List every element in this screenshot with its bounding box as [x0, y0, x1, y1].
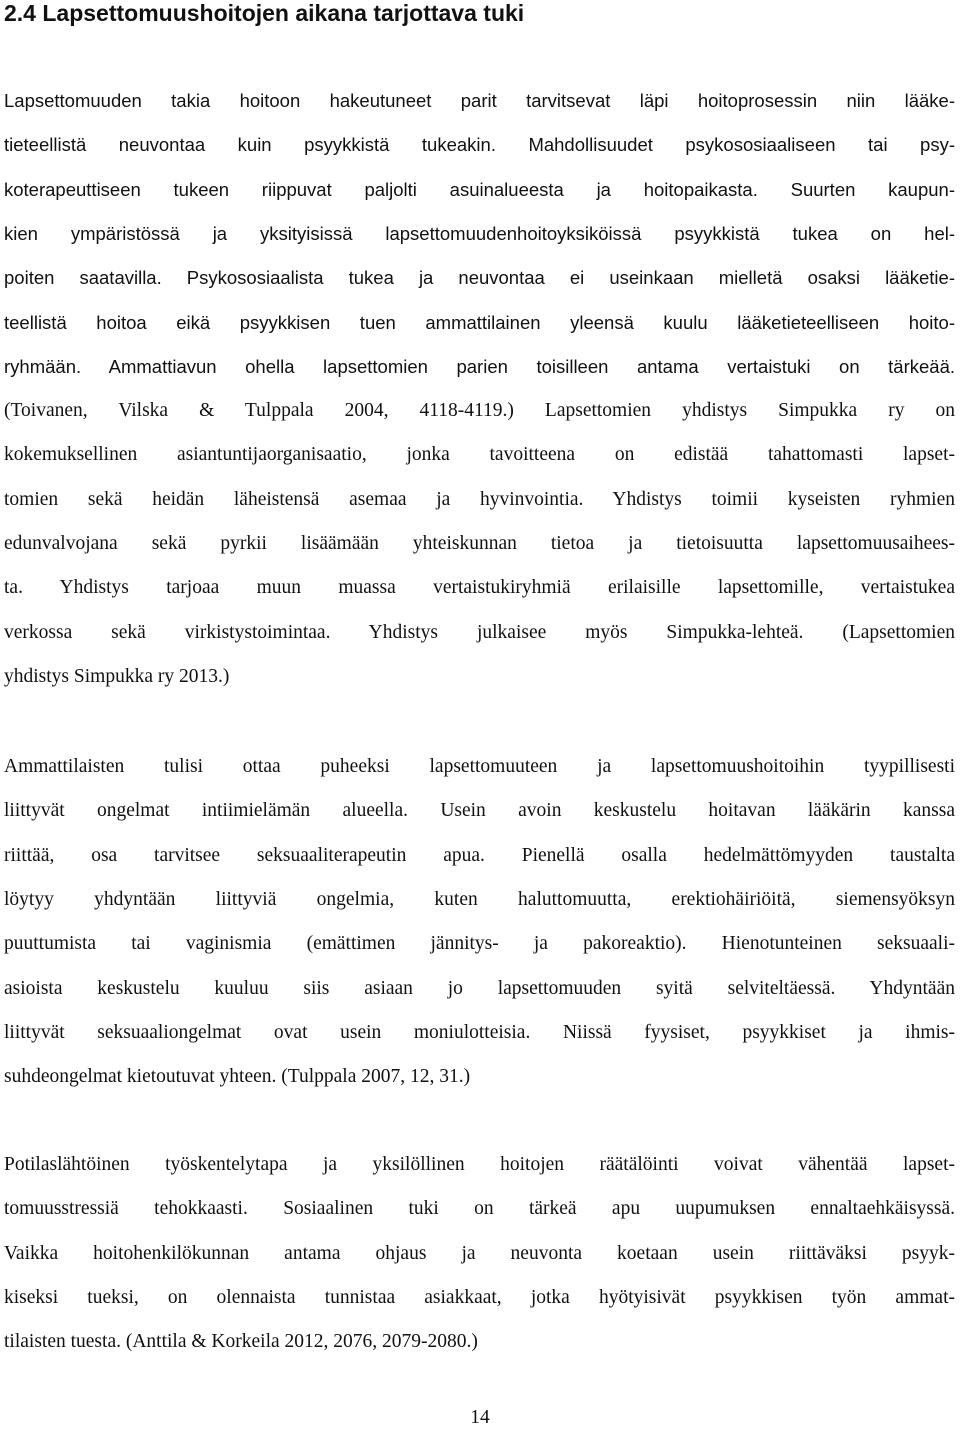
- text-line: edunvalvojana sekä pyrkii lisäämään yhteiskunnan tietoa ja tietoisuutta lapsettomuusaihees-: [4, 533, 955, 554]
- text-line: löytyy yhdyntään liittyviä ongelmia, kuten haluttomuutta, erektiohäiriöitä, siemensyöksyn: [4, 888, 955, 910]
- text-line: verkossa sekä virkistystoimintaa. Yhdistys julkaisee myös Simpukka-lehteä. (Lapsettomien: [4, 621, 955, 643]
- text-line: Potilaslähtöinen työskentelytapa ja yksilöllinen hoitojen räätälöinti voivat vähentää lapset-: [4, 1154, 955, 1175]
- text-line: kien ympäristössä ja yksityisissä lapsettomuudenhoitoyksiköissä psyykkistä tukea on hel-: [4, 222, 955, 244]
- text-line: (Toivanen, Vilska & Tulppala 2004, 4118-4119.) Lapsettomien yhdistys Simpukka ry on: [4, 400, 955, 422]
- text-line: koterapeuttiseen tukeen riippuvat paljolti asuinalueesta ja hoitopaikasta. Suurten kaupun-: [4, 178, 955, 200]
- text-line: liittyvät seksuaaliongelmat ovat usein moniulotteisia. Niissä fyysiset, psyykkiset ja ihmis-: [4, 1021, 955, 1043]
- text-line: Lapsettomuuden takia hoitoon hakeutuneet parit tarvitsevat läpi hoitoprosessin niin lääke-: [4, 90, 955, 111]
- text-line: puuttumista tai vaginismia (emättimen jännitys- ja pakoreaktio). Hienotunteinen seksuaali-: [4, 933, 955, 955]
- page-number: 14: [470, 1407, 490, 1428]
- text-line: riittää, osa tarvitsee seksuaaliterapeutin apua. Pienellä osalla hedelmättömyyden taustalta: [4, 844, 955, 866]
- text-line: kokemuksellinen asiantuntijaorganisaatio, jonka tavoitteena on edistää tahattomasti lapset-: [4, 444, 955, 466]
- text-line: Vaikka hoitohenkilökunnan antama ohjaus ja neuvonta koetaan usein riittäväksi psyyk-: [4, 1242, 955, 1264]
- text-line: tomuusstressiä tehokkaasti. Sosiaalinen tuki on tärkeä apu uupumuksen ennaltaehkäisyssä.: [4, 1198, 955, 1220]
- text-line: liittyvät ongelmat intiimielämän alueella. Usein avoin keskustelu hoitavan lääkärin kanssa: [4, 800, 955, 822]
- section-heading: 2.4 Lapsettomuushoitojen aikana tarjottava tuki: [4, 0, 525, 26]
- text-line: tomien sekä heidän läheistensä asemaa ja hyvinvointia. Yhdistys toimii kyseisten ryhmien: [4, 488, 955, 510]
- text-line: asioista keskustelu kuuluu siis asiaan jo lapsettomuuden syitä selviteltäessä. Yhdyntään: [4, 977, 955, 999]
- text-line: suhdeongelmat kietoutuvat yhteen. (Tulppala 2007, 12, 31.): [4, 1066, 471, 1088]
- text-line: tieteellistä neuvontaa kuin psyykkistä tukeakin. Mahdollisuudet psykososiaaliseen tai psy-: [4, 134, 955, 156]
- text-line: ta. Yhdistys tarjoaa muun muassa vertaistukiryhmiä erilaisille lapsettomille, vertaistukea: [4, 577, 955, 599]
- text-line: poiten saatavilla. Psykososiaalista tukea ja neuvontaa ei useinkaan mielletä osaksi lääketie-: [4, 267, 955, 289]
- text-line: yhdistys Simpukka ry 2013.): [4, 665, 230, 687]
- text-line: teellistä hoitoa eikä psyykkisen tuen ammattilainen yleensä kuulu lääketieteelliseen hoito-: [4, 311, 955, 333]
- text-line: Ammattilaisten tulisi ottaa puheeksi lapsettomuuteen ja lapsettomuushoitoihin tyypillisesti: [4, 756, 955, 777]
- text-line: tilaisten tuesta. (Anttila & Korkeila 2012, 2076, 2079-2080.): [4, 1331, 478, 1353]
- text-line: ryhmään. Ammattiavun ohella lapsettomien parien toisilleen antama vertaistuki on tärkeää.: [4, 355, 955, 377]
- text-line: kiseksi tueksi, on olennaista tunnistaa asiakkaat, jotka hyötyisivät psyykkisen työn ammat-: [4, 1286, 955, 1308]
